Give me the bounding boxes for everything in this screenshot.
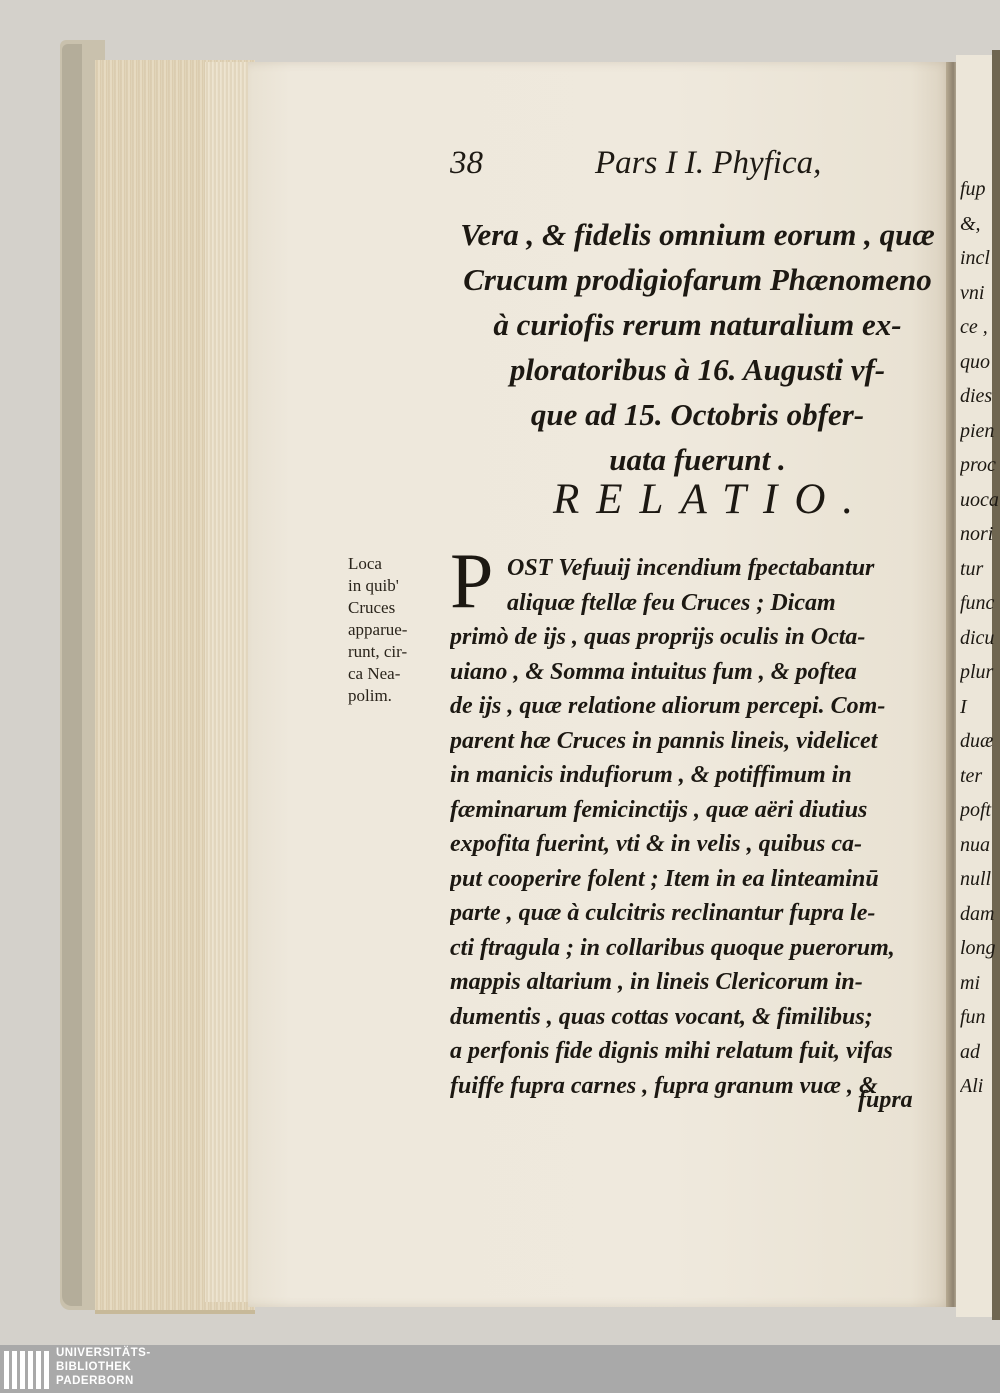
- library-name: [56, 1346, 151, 1388]
- margin-note-line: in quib': [348, 576, 399, 595]
- opposite-page-fragment: dicu: [960, 626, 995, 649]
- title-line: que ad 15. Octobris obfer-: [530, 397, 865, 432]
- body-line: fuiffe fupra carnes , fupra granum vuæ , &: [450, 1072, 878, 1099]
- library-logo-icon: [4, 1351, 50, 1389]
- opposite-page-fragment: ter: [960, 764, 983, 787]
- library-name-line: PADERBORN: [56, 1375, 134, 1387]
- title-line: uata fuerunt .: [609, 442, 786, 477]
- margin-note-line: apparue-: [348, 620, 408, 639]
- opposite-page-fragment: fun: [960, 1006, 986, 1028]
- body-line: primò de ijs , quas proprijs oculis in Octa-: [450, 624, 866, 650]
- title-line: ploratoribus à 16. Augusti vf-: [509, 352, 886, 387]
- opposite-page-fragment: &,: [960, 212, 981, 235]
- body-line: parte , quæ à culcitris reclinantur fupra le-: [450, 900, 876, 926]
- body-line: fæminarum femicinctijs , quæ aëri diutius: [450, 796, 868, 823]
- title-line: Vera , & fidelis omnium eorum , quæ: [460, 217, 935, 252]
- body-line: OST Vefuuij incendium fpectabantur: [507, 555, 875, 581]
- catchword: fupra: [858, 1087, 913, 1113]
- drop-cap: P: [450, 537, 494, 624]
- opposite-page-fragment: mi: [960, 971, 980, 994]
- body-line: mappis altarium , in lineis Clericorum in-: [450, 969, 863, 995]
- body-line: cti ftragula ; in collaribus quoque puerorum,: [450, 934, 895, 961]
- opposite-page-fragment: ce ,: [960, 316, 988, 338]
- title-line: à curiofis rerum naturalium ex-: [493, 307, 902, 342]
- opposite-page-fragment: incl: [960, 247, 990, 269]
- body-line: uiano , & Somma intuitus fum , & poftea: [450, 658, 857, 685]
- opposite-page-fragment: quo: [960, 350, 990, 373]
- opposite-page-fragment: vni: [960, 281, 985, 304]
- body-line: expofita fuerint, vti & in velis , quibus ca-: [450, 831, 862, 857]
- section-heading: RELATIO.: [553, 476, 871, 523]
- library-name-line: UNIVERSITÄTS-: [56, 1347, 151, 1359]
- body-line: de ijs , quæ relatione aliorum percepi. Com-: [450, 693, 886, 719]
- title-block: [450, 212, 945, 482]
- opposite-page-fragment: ad: [960, 1040, 980, 1063]
- opposite-page-fragment: long: [960, 937, 996, 959]
- opposite-page-fragment: uoca: [960, 488, 999, 511]
- page-number: 38: [450, 145, 483, 181]
- margin-note: [348, 553, 433, 707]
- opposite-page-fragment: dies: [960, 385, 993, 407]
- running-head: Pars I I. Phyfica,: [595, 145, 822, 181]
- margin-note-line: Loca: [348, 554, 382, 573]
- margin-note-line: runt, cir-: [348, 642, 408, 661]
- library-footer: [0, 1345, 1000, 1393]
- opposite-page-fragment: plur: [960, 661, 994, 683]
- opposite-page-fragment: func: [960, 592, 995, 614]
- body-line: aliquæ ftellæ feu Cruces ; Dicam: [507, 589, 836, 616]
- opposite-page-fragment: tur: [960, 557, 984, 580]
- body-line: a perfonis fide dignis mihi relatum fuit, vifas: [450, 1038, 893, 1064]
- opposite-page-fragment: fup: [960, 178, 986, 200]
- opposite-page-fragment: nori: [960, 523, 994, 545]
- body-line: put cooperire folent ; Item in ea linteaminū: [450, 865, 879, 892]
- opposite-page-fragment: null: [960, 868, 992, 890]
- opposite-page-fragment: pien: [960, 419, 995, 442]
- body-line: dumentis , quas cottas vocant, & fimilibus;: [450, 1003, 873, 1030]
- opposite-page-fragment: nua: [960, 833, 990, 856]
- margin-note-line: ca Nea-: [348, 664, 401, 683]
- opposite-page-fragment: duæ: [960, 730, 994, 752]
- title-line: Crucum prodigiofarum Phænomeno: [463, 262, 932, 297]
- opposite-page-fragment: Ali: [960, 1075, 984, 1097]
- body-line: in manicis indufiorum , & potiffimum in: [450, 762, 852, 788]
- opposite-page-fragment: proc: [960, 454, 996, 476]
- opposite-page-fragment: dam: [960, 902, 995, 925]
- margin-note-line: Cruces: [348, 598, 396, 617]
- opposite-page-fragment: poft: [960, 799, 992, 821]
- body-text: [450, 551, 945, 1103]
- opposite-page-text: [960, 172, 1000, 1104]
- opposite-page-fragment: I: [960, 695, 967, 718]
- book-cover-edge: [62, 44, 82, 1306]
- page-stack-inner: [205, 62, 250, 1302]
- body-line: parent hæ Cruces in pannis lineis, videlicet: [450, 727, 878, 754]
- library-name-line: BIBLIOTHEK: [56, 1361, 132, 1373]
- margin-note-line: polim.: [348, 686, 392, 705]
